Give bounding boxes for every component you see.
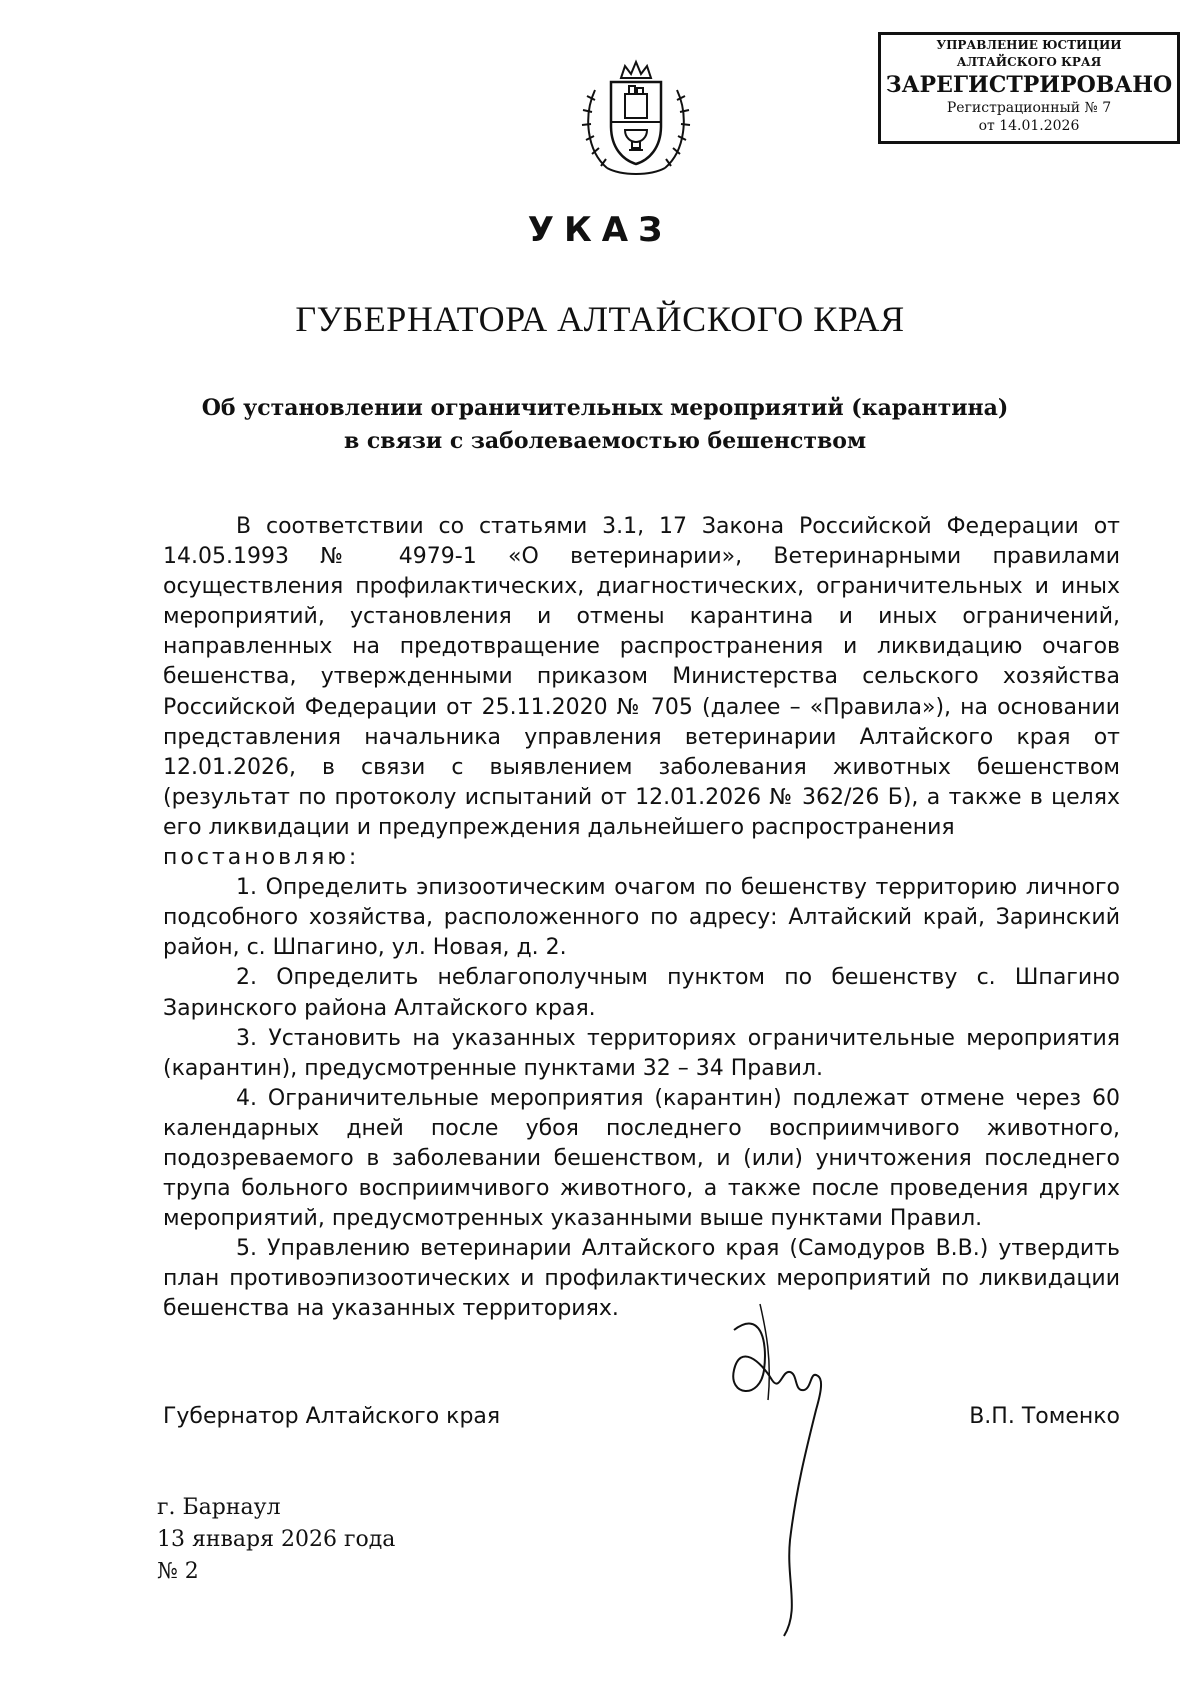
handwritten-signature <box>720 1300 830 1640</box>
coat-of-arms-icon <box>577 56 695 182</box>
registration-stamp <box>878 32 1180 144</box>
stamp-reg-number: Регистрационный № 7 <box>946 100 1112 116</box>
stamp-org-line2: АЛТАЙСКОГО КРАЯ <box>956 55 1102 69</box>
item-3: 3. Установить на указанных территориях ограничительные мероприятия (карантин), предусмотренные пунктами 32 – 34 Правил. <box>163 1025 1120 1081</box>
place-date-number <box>157 1492 395 1588</box>
decree-word: постановляю: <box>163 845 360 871</box>
document-number: № 2 <box>157 1559 199 1584</box>
preamble-paragraph: В соответствии со статьями 3.1, 17 Закона Российской Федерации от 14.05.1993 № 4979-1 «О ветеринарии», Ветеринарными правилами осуществления профилактических, диагностических, ограничительных и иных мероприятий, установления и отмены карантина и иных ограничений, направленных на предотвращение распространения и ликвидацию очагов бешенства, утвержденными приказом Министерства сельского хозяйства Российской Федерации от 25.11.2020 № 705 (далее – «Правила»), на основании представления начальника управления ветеринарии Алтайского края от 12.01.2026, в связи с выявлением заболевания животных бешенством (результат по протоколу испытаний от 12.01.2026 № 362/26 Б), а также в целях его ликвидации и предупреждения дальнейшего распространения <box>163 514 1120 840</box>
signatory-position: Губернатор Алтайского края <box>163 1404 501 1429</box>
stamp-status: ЗАРЕГИСТРИРОВАНО <box>885 72 1173 98</box>
item-1: 1. Определить эпизоотическим очагом по бешенству территорию личного подсобного хозяйства, расположенного по адресу: Алтайский край, Заринский район, с. Шпагино, ул. Новая, д. 2. <box>163 875 1120 961</box>
city: г. Барнаул <box>157 1495 281 1520</box>
item-4: 4. Ограничительные мероприятия (карантин) подлежат отмене через 60 календарных дней после убоя последнего восприимчивого животного, подозреваемого в заболевании бешенством, и (или) уничтожения последнего трупа больного восприимчивого животного, а также после проведения других мероприятий, предусмотренных указанными выше пунктами Правил. <box>163 1085 1120 1232</box>
document-subject <box>150 392 1060 458</box>
item-5: 5. Управлению ветеринарии Алтайского края (Самодуров В.В.) утвердить план противоэпизоотических и профилактических мероприятий по ликвидации бешенства на указанных территориях. <box>163 1236 1120 1322</box>
subject-line-2: в связи с заболеваемостью бешенством <box>343 428 867 454</box>
document-type: УКАЗ <box>527 210 673 250</box>
stamp-org-line1: УПРАВЛЕНИЕ ЮСТИЦИИ <box>936 38 1122 52</box>
subject-line-1: Об установлении ограничительных мероприятий (карантина) <box>201 395 1009 421</box>
document-issuer: ГУБЕРНАТОРА АЛТАЙСКОГО КРАЯ <box>295 299 905 339</box>
stamp-reg-date: от 14.01.2026 <box>978 118 1080 134</box>
signatory-name: В.П. Томенко <box>969 1404 1120 1429</box>
issue-date: 13 января 2026 года <box>157 1527 396 1552</box>
item-2: 2. Определить неблагополучным пунктом по бешенству с. Шпагино Заринского района Алтайского края. <box>163 965 1120 1021</box>
document-body <box>163 512 1120 1325</box>
